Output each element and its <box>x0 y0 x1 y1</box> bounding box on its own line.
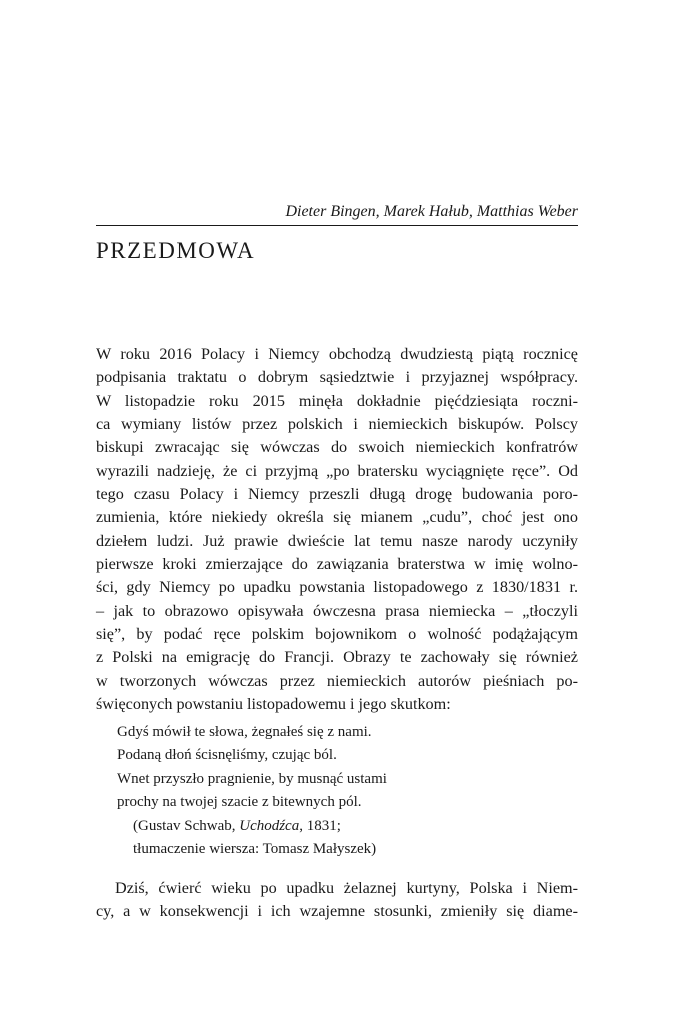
text-line: ści, gdy Niemcy po upadku powstania listopadowego z 1830/1831 r. <box>96 578 578 597</box>
text-line: Dziś, ćwierć wieku po upadku żelaznej kurtyny, Polska i Niem- <box>115 879 578 897</box>
paragraph-1 <box>96 343 578 717</box>
poem-line: prochy na twojej szacie z bitewnych pól. <box>117 794 362 811</box>
paragraph-2 <box>96 877 578 924</box>
chapter-authors: Dieter Bingen, Marek Hałub, Matthias Weber <box>285 203 578 220</box>
text-line: się”, by podać ręce polskim bojownikom o wolność podążającym <box>96 625 578 644</box>
text-line: cy, a w konsekwencji i ich wzajemne stosunki, zmieniły się diame- <box>96 902 578 921</box>
poem-line: Wnet przyszło pragnienie, by musnąć ustami <box>117 770 387 787</box>
text-line: – jak to obrazowo opisywała ówczesna prasa niemiecka – „tłoczyli <box>96 601 578 620</box>
header-rule <box>96 225 578 226</box>
text-line: biskupi zwracając się wówczas do swoich niemieckich konfratrów <box>96 438 578 457</box>
source-title: Uchodźca <box>239 817 300 834</box>
poem-source <box>117 815 557 838</box>
text-line: ca wymiany listów przez polskich i niemieckich biskupów. Polscy <box>96 415 578 434</box>
text-line: wyrazili nadzieję, że ci przyjmą „po bratersku wyciągnięte ręce”. Od <box>96 461 578 480</box>
text-line: zumienia, które niekiedy określa się mianem „cudu”, choć jest ono <box>96 508 578 527</box>
text-line: W listopadzie roku 2015 minęła dokładnie pięćdziesiąta roczni- <box>96 391 578 410</box>
source-author: (Gustav Schwab, <box>133 817 240 834</box>
source-year: , 1831; <box>299 817 341 834</box>
poem-quote <box>117 721 557 861</box>
text-line: z Polski na emigrację do Francji. Obrazy te zachowały się również <box>96 648 578 667</box>
text-line: święconych powstaniu listopadowemu i jego skutkom: <box>96 695 451 714</box>
poem-translation-credit: tłumaczenie wiersza: Tomasz Małyszek) <box>133 840 377 857</box>
text-line: tego czasu Polacy i Niemcy przeszli długą drogę budowania poro- <box>96 485 578 504</box>
poem-line: Podaną dłoń ścisnęliśmy, czując ból. <box>117 747 337 764</box>
text-line: podpisania traktatu o dobrym sąsiedztwie i przyjaznej współpracy. <box>96 368 578 387</box>
poem-line: Gdyś mówił te słowa, żegnałeś się z nami. <box>117 724 372 740</box>
text-line: pierwsze kroki zmierzające do zawiązania braterstwa w imię wolno- <box>96 555 578 574</box>
text-line: W roku 2016 Polacy i Niemcy obchodzą dwudziestą piątą rocznicę <box>96 345 578 363</box>
chapter-title: PRZEDMOWA <box>96 238 256 263</box>
text-line: dziełem ludzi. Już prawie dwieście lat temu nasze narody uczyniły <box>96 531 578 550</box>
text-line: w tworzonych wówczas przez niemieckich autorów pieśniach po- <box>96 671 578 690</box>
